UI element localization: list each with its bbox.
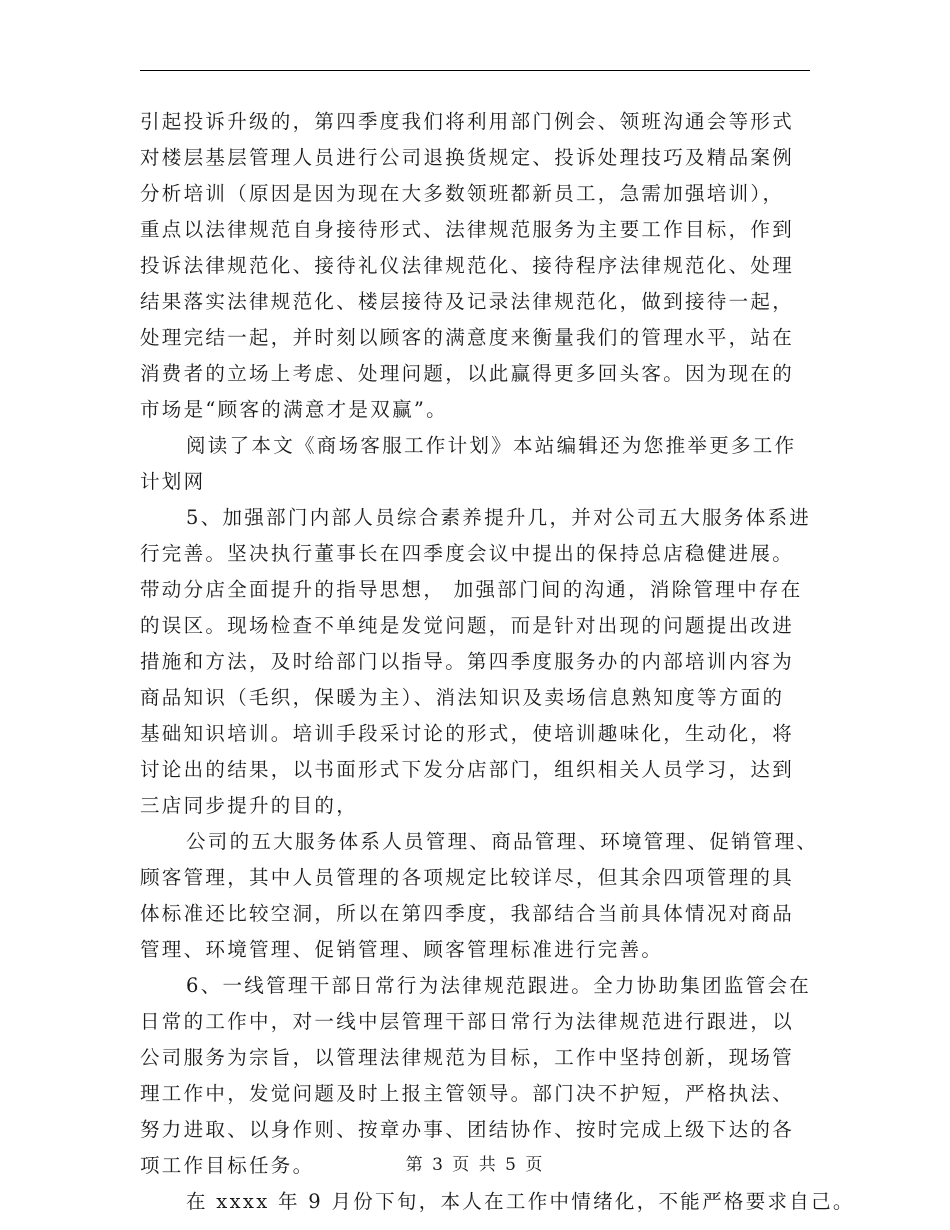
- text-line: 顾客管理，其中人员管理的各项规定比较详尽，但其余四项管理的具: [140, 866, 795, 889]
- text-line: 计划网: [140, 470, 206, 493]
- text-line: 努力进取、以身作则、按章办事、团结协作、按时完成上级下达的各: [140, 1118, 795, 1141]
- text-line: 带动分店全面提升的指导思想， 加强部门间的沟通，消除管理中存在: [140, 578, 803, 601]
- paragraph-first-line: 5、加强部门内部人员综合素养提升几，并对公司五大服务体系进: [186, 506, 812, 529]
- text-line: 措施和方法，及时给部门以指导。第四季度服务办的内部培训内容为: [140, 650, 795, 673]
- page-footer: 第 3 页 共 5 页: [405, 1155, 545, 1175]
- text-line: 分析培训（原因是因为现在大多数领班都新员工，急需加强培训），: [140, 182, 785, 205]
- text-line: 管理、环境管理、促销管理、顾客管理标准进行完善。: [140, 938, 664, 961]
- text-line: 基础知识培训。培训手段采讨论的形式，使培训趣味化，生动化，将: [140, 722, 795, 745]
- text-line: 消费者的立场上考虑、处理问题，以此赢得更多回头客。因为现在的: [140, 362, 795, 385]
- text-line: 投诉法律规范化、接待礼仪法律规范化、接待程序法律规范化、处理: [140, 254, 795, 277]
- text-line: 三店同步提升的目的，: [140, 794, 359, 817]
- text-line: 项工作目标任务。: [140, 1154, 315, 1177]
- header-rule: [140, 70, 810, 71]
- paragraph-first-line: 6、一线管理干部日常行为法律规范跟进。全力协助集团监管会在: [186, 974, 812, 997]
- paragraph-first-line: 公司的五大服务体系人员管理、商品管理、环境管理、促销管理、: [186, 830, 819, 853]
- text-line: 公司服务为宗旨，以管理法律规范为目标，工作中坚持创新，现场管: [140, 1046, 795, 1069]
- text-line: 处理完结一起，并时刻以顾客的满意度来衡量我们的管理水平，站在: [140, 326, 795, 349]
- text-line: 重点以法律规范自身接待形式、法律规范服务为主要工作目标，作到: [140, 218, 795, 241]
- text-line: 体标准还比较空洞，所以在第四季度，我部结合当前具体情况对商品: [140, 902, 795, 925]
- text-line: 商品知识（毛织，保暖为主）、消法知识及卖场信息熟知度等方面的: [140, 686, 785, 709]
- text-line: 行完善。坚决执行董事长在四季度会议中提出的保持总店稳健进展。: [140, 542, 795, 565]
- text-line: 引起投诉升级的，第四季度我们将利用部门例会、领班沟通会等形式: [140, 110, 795, 133]
- text-line: 理工作中，发觉问题及时上报主管领导。部门决不护短，严格执法、: [140, 1082, 795, 1105]
- text-line: 日常的工作中，对一线中层管理干部日常行为法律规范进行跟进，以: [140, 1010, 795, 1033]
- text-line: 的误区。现场检查不单纯是发觉问题，而是针对出现的问题提出改进: [140, 614, 795, 637]
- text-line: 市场是“顾客的满意才是双赢”。: [140, 398, 448, 421]
- paragraph-first-line: 在 xxxx 年 9 月份下旬，本人在工作中情绪化，不能严格要求自己。: [186, 1190, 855, 1213]
- text-line: 对楼层基层管理人员进行公司退换货规定、投诉处理技巧及精品案例: [140, 146, 795, 169]
- text-line: 结果落实法律规范化、楼层接待及记录法律规范化，做到接待一起，: [140, 290, 795, 313]
- text-line: 讨论出的结果，以书面形式下发分店部门，组织相关人员学习，达到: [140, 758, 795, 781]
- document-body: [140, 104, 855, 1220]
- paragraph-first-line: 阅读了本文《商场客服工作计划》本站编辑还为您推举更多工作: [186, 434, 797, 457]
